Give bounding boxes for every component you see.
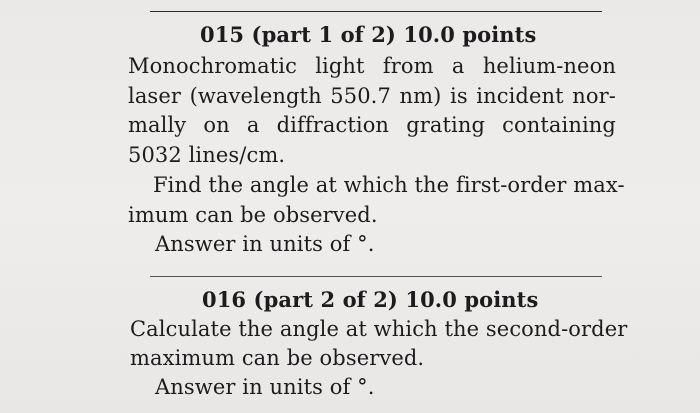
problem-015-text-line-4: 5032 lines/cm. — [128, 143, 286, 167]
word: on — [203, 113, 230, 137]
word: mally — [128, 113, 187, 137]
word: nor- — [572, 84, 616, 108]
word: incident — [476, 84, 564, 108]
problem-016-question-line-1: Calculate the angle at which the second-order — [130, 317, 628, 341]
problem-016-header: 016 (part 2 of 2) 10.0 points — [202, 287, 539, 312]
problem-016-question-line-2: maximum can be observed. — [130, 346, 425, 370]
section-divider — [150, 276, 602, 277]
problem-015-header: 015 (part 1 of 2) 10.0 points — [200, 22, 537, 47]
problem-015-answer-units: Answer in units of °. — [155, 232, 375, 256]
top-divider — [150, 11, 602, 12]
problem-015-question-line-2: imum can be observed. — [128, 203, 378, 227]
word: nm) — [399, 84, 442, 108]
word: a — [246, 113, 260, 137]
word: is — [450, 84, 468, 108]
word: 550.7 — [330, 84, 391, 108]
word: laser — [128, 84, 181, 108]
problem-015-text-line-3 — [128, 112, 616, 138]
word: grating — [406, 113, 486, 137]
word: from — [382, 54, 434, 78]
word: containing — [502, 113, 616, 137]
word: diffraction — [276, 113, 390, 137]
word: a — [451, 54, 465, 78]
problem-015-question-line-1: Find the angle at which the first-order max- — [153, 173, 625, 197]
problem-015-text-line-1 — [128, 53, 616, 79]
problem-016-answer-units: Answer in units of °. — [155, 375, 375, 399]
word: helium-neon — [482, 54, 616, 78]
word: Monochromatic — [128, 54, 297, 78]
word: (wavelength — [189, 84, 322, 108]
word: light — [315, 54, 365, 78]
problem-015-text-line-2 — [128, 83, 616, 109]
